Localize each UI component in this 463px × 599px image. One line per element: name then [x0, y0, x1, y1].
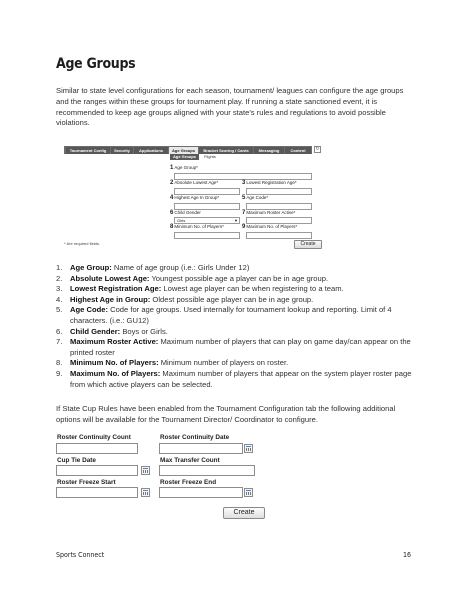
- tab-applications[interactable]: Applications: [134, 147, 168, 154]
- tab-age-groups[interactable]: Age Groups: [169, 147, 198, 154]
- subtab-age-groups[interactable]: Age Groups: [170, 154, 199, 160]
- intro-paragraph: Similar to state level configurations for each season, tournament/ leagues can configure the age groups and the ranges within these groups for tournament play. If running a state sanctioned event, it is recommended to keep age groups aligned with your state's rules and regulations to avoid possible violations.: [56, 86, 404, 128]
- subtab-bar: [170, 154, 310, 160]
- calendar-icon[interactable]: [244, 488, 253, 497]
- create-button[interactable]: Create: [223, 507, 265, 519]
- label-min-players: 8Minimum No. of Players*: [170, 224, 224, 230]
- label-highest-age: 4Highest Age In Group*: [170, 195, 220, 201]
- roster-freeze-end-input[interactable]: [159, 487, 243, 498]
- roster-continuity-date-input[interactable]: [159, 443, 243, 454]
- label-absolute-lowest-age: 2Absolute Lowest Age*: [170, 180, 219, 186]
- list-item: 8. Minimum No. of Players: Minimum number of players on roster.: [56, 358, 289, 368]
- config-tab-bar: [64, 146, 312, 154]
- calendar-icon[interactable]: [141, 466, 150, 475]
- field-definitions-list: [56, 263, 414, 390]
- age-group-input[interactable]: [174, 173, 312, 180]
- page-title: Age Groups: [56, 56, 136, 72]
- age-groups-form-screenshot: [64, 146, 324, 250]
- roster-freeze-start-input[interactable]: [56, 487, 138, 498]
- max-transfer-count-input[interactable]: [159, 465, 255, 476]
- list-item: 2. Absolute Lowest Age: Youngest possible age a player can be in age group.: [56, 273, 329, 283]
- footer-brand: Sports Connect: [56, 551, 105, 559]
- tab-tournament-config[interactable]: Tournament Config: [66, 147, 110, 154]
- list-item: 9. Maximum No. of Players: Maximum number of players that appear on the system player roster page from which active players can be selected.: [56, 368, 412, 389]
- cup-tie-date-input[interactable]: [56, 465, 138, 476]
- roster-continuity-count-input[interactable]: [56, 443, 138, 454]
- age-code-input[interactable]: [246, 203, 312, 210]
- label-cup-tie-date: Cup Tie Date: [57, 457, 96, 464]
- state-cup-paragraph: If State Cup Rules have been enabled from the Tournament Configuration tab the following additional options will be available for the Tournament Director/ Coordinator to configure.: [56, 404, 396, 424]
- label-age-code: 5Age Code*: [242, 195, 269, 201]
- list-item: 3. Lowest Registration Age: Lowest age player can be when registering to a team.: [56, 284, 344, 294]
- list-item: 6. Child Gender: Boys or Girls.: [56, 326, 168, 336]
- refresh-icon[interactable]: ↻: [315, 146, 320, 152]
- subtab-flights[interactable]: Flights: [204, 154, 216, 159]
- tab-messaging[interactable]: Messaging: [254, 147, 284, 154]
- label-roster-continuity-date: Roster Continuity Date: [160, 434, 230, 441]
- tab-bracket-scoring[interactable]: Bracket Scoring / Cards: [199, 147, 253, 154]
- calendar-icon[interactable]: [244, 444, 253, 453]
- list-item: 1. Age Group: Name of age group (i.e.: Girls Under 12): [56, 263, 250, 272]
- label-max-players: 9Maximum No. of Players*: [242, 224, 298, 230]
- absolute-lowest-age-input[interactable]: [174, 188, 240, 195]
- lowest-registration-age-input[interactable]: [246, 188, 312, 195]
- chevron-down-icon: ▼: [234, 218, 238, 223]
- highest-age-input[interactable]: [174, 203, 240, 210]
- list-item: 5. Age Code: Code for age groups. Used internally for tournament lookup and reporting. Limit of 4 characters. (i.e.: GU12): [56, 305, 392, 325]
- label-child-gender: 6Child Gender: [170, 210, 201, 216]
- label-lowest-registration-age: 3Lowest Registration Age*: [242, 180, 297, 186]
- list-item: 4. Highest Age in Group: Oldest possible age player can be in age group.: [56, 294, 314, 304]
- create-button[interactable]: Create: [294, 240, 322, 249]
- tab-security[interactable]: Security: [111, 147, 133, 154]
- page-number: 16: [403, 551, 412, 559]
- max-roster-active-input[interactable]: [246, 217, 312, 224]
- label-roster-freeze-start: Roster Freeze Start: [57, 479, 116, 486]
- min-players-input[interactable]: [174, 232, 240, 239]
- label-max-transfer-count: Max Transfer Count: [160, 457, 220, 464]
- state-cup-form-screenshot: [56, 434, 286, 524]
- child-gender-select[interactable]: Girls ▼: [174, 217, 240, 224]
- tab-content[interactable]: Content: [285, 147, 311, 154]
- max-players-input[interactable]: [246, 232, 312, 239]
- required-fields-note: * Are required fields.: [64, 241, 101, 246]
- label-roster-freeze-end: Roster Freeze End: [160, 479, 217, 486]
- label-max-roster-active: 7Maximum Roster Active*: [242, 210, 296, 216]
- label-roster-continuity-count: Roster Continuity Count: [57, 434, 131, 441]
- list-item: 7. Maximum Roster Active: Maximum number of players that can play on game day/can appear on the printed roster: [56, 337, 411, 357]
- calendar-icon[interactable]: [141, 488, 150, 497]
- label-age-group: 1Age Group*: [170, 165, 198, 171]
